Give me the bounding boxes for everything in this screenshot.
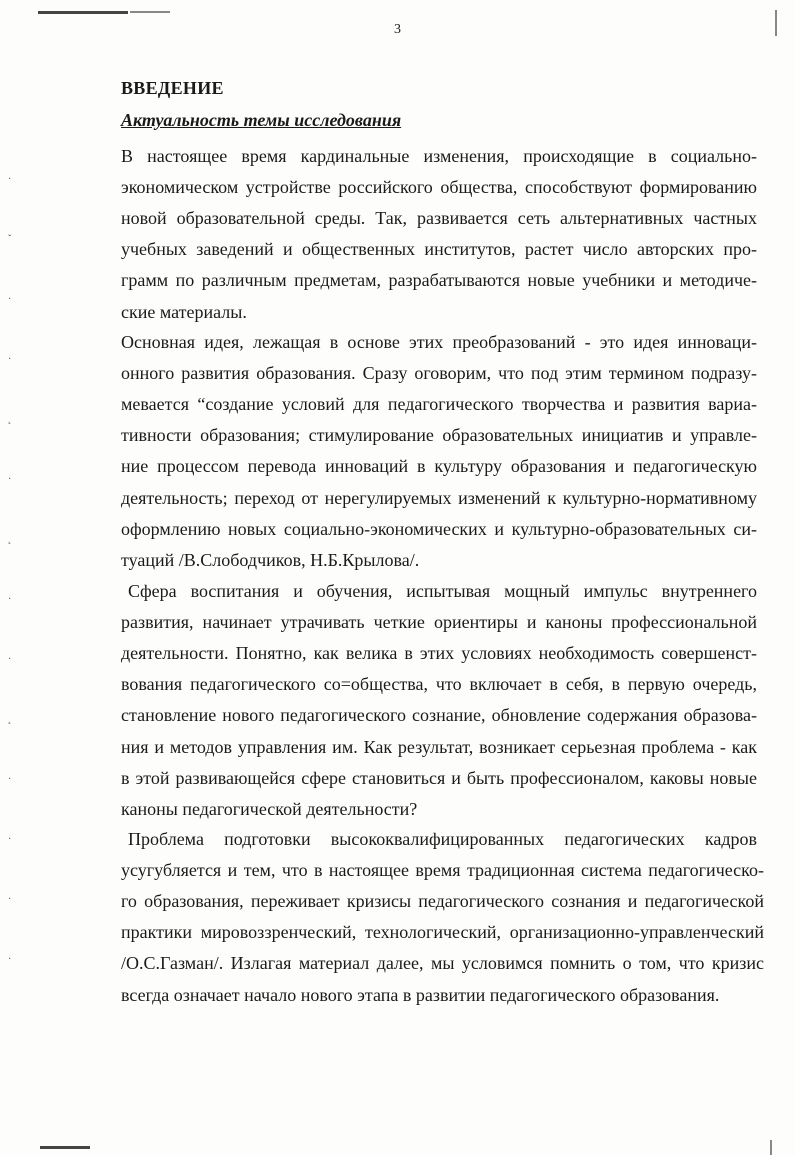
scan-artifact-bottom-left	[40, 1146, 90, 1149]
paragraph-line: вования педагогического со=общества, что включает в себя, в первую очередь,	[121, 674, 757, 695]
paragraph-line: новой образовательной среды. Так, развивается сеть альтернативных частных	[121, 208, 757, 229]
paragraph-line: /О.С.Газман/. Излагая материал далее, мы условимся помнить о том, что кризис	[121, 953, 764, 974]
paragraph-line: онного развития образования. Сразу оговорим, что под этим термином подразу-	[121, 363, 757, 384]
paragraph-line: Проблема подготовки высококвалифицированных педагогических кадров	[128, 829, 757, 849]
paragraph-line: тивности образования; стимулирование образовательных инициатив и управле-	[121, 425, 757, 446]
paragraph-line: в этой развивающейся сфере становиться и быть профессионалом, каковы новые	[121, 767, 757, 788]
paragraph-line: каноны педагогической деятельности?	[121, 798, 418, 819]
paragraph-line: оформлению новых социально-экономических и культурно-образовательных си-	[121, 518, 757, 539]
paragraph-line: деятельности. Понятно, как велика в этих условиях необходимость совершенст-	[121, 643, 757, 664]
paragraph-line: ние процессом перевода инноваций в культуру образования и педагогическую	[121, 456, 757, 477]
paragraph-line: Сфера воспитания и обучения, испытывая мощный импульс внутреннего	[128, 581, 757, 601]
paragraph-line: становление нового педагогического сознание, обновление содержания образова-	[121, 705, 757, 726]
section-subheading: Актуальность темы исследования	[121, 110, 402, 130]
scan-artifact-top-left	[38, 11, 128, 14]
paragraph-line: развития, начинает утрачивать четкие ориентиры и каноны профессиональной	[121, 612, 757, 633]
paragraph-line: ния и методов управления им. Как результат, возникает серьезная проблема - как	[121, 736, 757, 757]
margin-marks: · ˇ · · ˛ · ˛ · · ˛ · · · ·	[8, 174, 12, 965]
paragraph-line: го образования, переживает кризисы педагогического сознания и педагогической	[121, 891, 764, 912]
scan-artifact-top-left-2	[130, 11, 170, 13]
section-heading: ВВЕДЕНИЕ	[121, 78, 224, 98]
paragraph-line: Основная идея, лежащая в основе этих преобразований - это идея инноваци-	[121, 332, 757, 352]
paragraph-line: усугубляется и тем, что в настоящее время традиционная система педагогическо-	[121, 860, 764, 881]
paragraph-line: всегда означает начало нового этапа в развитии педагогического образования.	[121, 984, 720, 1005]
paragraph-line: В настоящее время кардинальные изменения, происходящие в социально-	[121, 146, 757, 166]
paragraph-line: мевается “создание условий для педагогического творчества и развития вариа-	[121, 394, 757, 415]
paragraph-line: туаций /В.Слободчиков, Н.Б.Крылова/.	[121, 549, 420, 570]
paragraph-line: практики мировоззренческий, технологический, организационно-управленческий	[121, 922, 764, 943]
paragraph-line: учебных заведений и общественных институтов, растет число авторских про-	[121, 239, 757, 260]
paragraph-line: деятельность; переход от нерегулируемых изменений к культурно-нормативному	[121, 487, 757, 508]
scan-artifact-bottom-right	[770, 1140, 772, 1155]
paragraph-line: грамм по различным предметам, разрабатываются новые учебники и методиче-	[121, 270, 757, 291]
paragraph-line: экономическом устройстве российского общества, способствуют формированию	[121, 177, 757, 198]
paragraph-line: ские материалы.	[121, 301, 247, 322]
page-number: 3	[394, 22, 401, 37]
